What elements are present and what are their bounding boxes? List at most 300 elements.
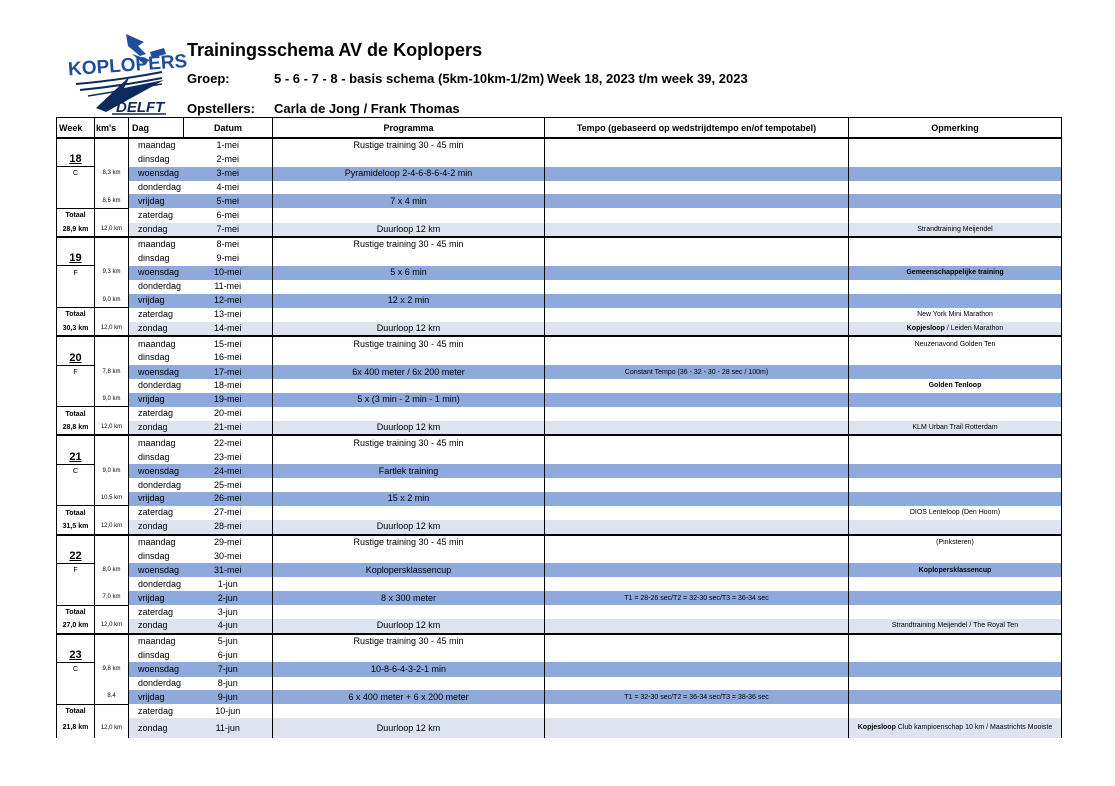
program-cell: Rustige training 30 - 45 min xyxy=(273,634,545,649)
tempo-cell xyxy=(545,421,849,436)
km-cell xyxy=(95,704,129,718)
tempo-cell xyxy=(545,351,849,365)
program-cell: 10-8-6-4-3-2-1 min xyxy=(273,662,545,676)
km-woensdag: 9,0 km xyxy=(95,464,129,478)
tempo-cell xyxy=(545,322,849,337)
km-cell xyxy=(95,677,129,691)
day-cell: woensdag xyxy=(129,464,184,478)
opmerking-cell xyxy=(849,280,1062,294)
program-cell xyxy=(273,208,545,222)
km-cell xyxy=(95,634,129,649)
date-cell: 2-jun xyxy=(184,591,273,605)
opstellers-value: Carla de Jong / Frank Thomas xyxy=(274,101,460,116)
date-cell: 2-mei xyxy=(184,153,273,167)
opmerking-cell: Strandtraining Meijendel / The Royal Ten xyxy=(849,619,1062,634)
km-zondag: 12,0 km xyxy=(95,619,129,634)
day-cell: woensdag xyxy=(129,266,184,280)
week-type: F xyxy=(57,266,95,280)
day-cell: zaterdag xyxy=(138,507,174,518)
program-cell xyxy=(273,280,545,294)
week-total-km: 27,0 km xyxy=(57,619,95,634)
table-row xyxy=(57,252,1062,266)
week-type: F xyxy=(57,365,95,379)
km-cell xyxy=(95,252,129,266)
day-cell: donderdag xyxy=(138,281,182,292)
km-woensdag: 9,8 km xyxy=(95,662,129,676)
tempo-cell xyxy=(545,549,849,563)
km-cell xyxy=(95,435,129,450)
table-row xyxy=(57,648,1062,662)
tempo-cell xyxy=(545,464,849,478)
week-cell xyxy=(57,677,95,691)
tempo-cell xyxy=(545,280,849,294)
opmerking-cell xyxy=(849,520,1062,535)
week-total-km: 31,5 km xyxy=(57,520,95,535)
opmerking-cell xyxy=(849,718,1062,738)
program-cell: Pyramideloop 2-4-6-8-6-4-2 min xyxy=(273,167,545,181)
opmerking-bold: Kopjesloop xyxy=(857,724,896,732)
day-cell: maandag xyxy=(129,237,184,252)
opstellers-label: Opstellers: xyxy=(187,101,255,116)
program-cell: Rustige training 30 - 45 min xyxy=(273,138,545,153)
day-cell: maandag xyxy=(129,634,184,649)
opmerking-cell xyxy=(849,648,1062,662)
program-cell: Rustige training 30 - 45 min xyxy=(273,535,545,550)
tempo-cell: Constant Tempo (36 - 32 - 30 - 28 sec / 100m) xyxy=(545,365,849,379)
day-cell: dinsdag xyxy=(138,352,170,363)
km-vrijdag: 7,0 km xyxy=(95,591,129,605)
date-cell: 21-mei xyxy=(184,421,273,436)
km-cell xyxy=(95,379,129,393)
opmerking-cell xyxy=(849,393,1062,407)
km-vrijdag: 10,5 km xyxy=(95,492,129,506)
date-cell: 6-jun xyxy=(184,648,273,662)
opmerking-cell xyxy=(849,138,1062,153)
km-cell xyxy=(95,506,129,520)
opmerking-cell xyxy=(849,407,1062,421)
tempo-cell xyxy=(545,167,849,181)
km-cell xyxy=(95,605,129,619)
km-cell xyxy=(95,280,129,294)
table-row xyxy=(57,379,1062,393)
table-row xyxy=(57,223,1062,238)
opmerking-cell xyxy=(849,492,1062,506)
date-cell: 8-jun xyxy=(184,677,273,691)
col-header-opmerking: Opmerking xyxy=(849,118,1062,139)
tempo-cell xyxy=(545,535,849,550)
table-row xyxy=(57,591,1062,605)
date-cell: 29-mei xyxy=(184,535,273,550)
date-cell: 22-mei xyxy=(184,435,273,450)
table-row xyxy=(57,535,1062,550)
program-cell: Rustige training 30 - 45 min xyxy=(273,435,545,450)
opmerking-cell xyxy=(849,450,1062,464)
date-cell: 18-mei xyxy=(184,379,273,393)
tempo-cell xyxy=(545,393,849,407)
tempo-cell xyxy=(545,138,849,153)
tempo-cell xyxy=(545,492,849,506)
opmerking-cell xyxy=(849,167,1062,181)
program-cell: 12 x 2 min xyxy=(273,294,545,308)
date-cell: 10-jun xyxy=(184,704,273,718)
table-row xyxy=(57,478,1062,492)
table-row xyxy=(57,138,1062,153)
week-cell xyxy=(57,535,95,550)
date-cell: 25-mei xyxy=(184,478,273,492)
week-cell xyxy=(57,379,95,393)
week-cell xyxy=(57,237,95,252)
tempo-cell xyxy=(545,677,849,691)
program-cell xyxy=(273,308,545,322)
opmerking-cell xyxy=(849,605,1062,619)
date-cell: 9-mei xyxy=(184,252,273,266)
km-zondag: 12,0 km xyxy=(95,520,129,535)
table-row xyxy=(57,549,1062,563)
km-cell xyxy=(95,138,129,153)
program-cell: 6 x 400 meter + 6 x 200 meter xyxy=(273,690,545,704)
program-cell xyxy=(273,549,545,563)
day-cell: zondag xyxy=(129,520,184,535)
tempo-cell xyxy=(545,294,849,308)
tempo-cell xyxy=(545,308,849,322)
week-total-km: 28,9 km xyxy=(57,223,95,238)
km-cell xyxy=(95,181,129,195)
col-header-dag: Dag xyxy=(129,118,184,139)
table-row xyxy=(57,450,1062,464)
opmerking-cell xyxy=(849,690,1062,704)
date-cell: 6-mei xyxy=(184,208,273,222)
date-cell: 14-mei xyxy=(184,322,273,337)
program-cell xyxy=(273,379,545,393)
km-vrijdag: 9,0 km xyxy=(95,393,129,407)
opmerking-cell xyxy=(849,478,1062,492)
km-vrijdag: 9,0 km xyxy=(95,294,129,308)
km-zondag: 12,0 km xyxy=(95,718,129,738)
day-cell: dinsdag xyxy=(138,451,170,462)
date-cell: 31-mei xyxy=(184,563,273,577)
table-row xyxy=(57,407,1062,421)
week-cell xyxy=(57,138,95,153)
opmerking-cell xyxy=(849,194,1062,208)
table-row xyxy=(57,619,1062,634)
date-cell: 13-mei xyxy=(184,308,273,322)
program-cell: 7 x 4 min xyxy=(273,194,545,208)
week-cell xyxy=(57,280,95,294)
km-cell xyxy=(95,153,129,167)
date-cell: 27-mei xyxy=(184,506,273,520)
day-cell: zondag xyxy=(129,619,184,634)
period-range: Week 18, 2023 t/m week 39, 2023 xyxy=(547,71,748,86)
table-row xyxy=(57,308,1062,322)
program-cell xyxy=(273,181,545,195)
km-vrijdag: 8,6 km xyxy=(95,194,129,208)
day-cell: zondag xyxy=(129,718,184,738)
opmerking-cell: Gemeenschappelijke training xyxy=(849,266,1062,280)
date-cell: 3-jun xyxy=(184,605,273,619)
date-cell: 26-mei xyxy=(184,492,273,506)
week-cell xyxy=(57,294,95,308)
program-cell: 5 x (3 min - 2 min - 1 min) xyxy=(273,393,545,407)
col-header-tempo: Tempo (gebaseerd op wedstrijdtempo en/of tempotabel) xyxy=(545,118,849,139)
km-cell xyxy=(95,549,129,563)
day-cell: zondag xyxy=(129,421,184,436)
week-cell xyxy=(57,194,95,208)
day-cell: maandag xyxy=(129,435,184,450)
program-cell xyxy=(273,506,545,520)
tempo-cell xyxy=(545,336,849,351)
table-row xyxy=(57,365,1062,379)
km-cell xyxy=(95,577,129,591)
program-cell: 5 x 6 min xyxy=(273,266,545,280)
day-cell: zaterdag xyxy=(138,408,174,419)
day-cell: dinsdag xyxy=(138,550,170,561)
date-cell: 4-mei xyxy=(184,181,273,195)
program-cell xyxy=(273,351,545,365)
date-cell: 3-mei xyxy=(184,167,273,181)
date-cell: 19-mei xyxy=(184,393,273,407)
program-cell: 8 x 300 meter xyxy=(273,591,545,605)
opmerking-cell xyxy=(849,294,1062,308)
program-cell xyxy=(273,252,545,266)
date-cell: 5-jun xyxy=(184,634,273,649)
koplopers-logo xyxy=(66,32,188,116)
program-cell xyxy=(273,478,545,492)
tempo-cell xyxy=(545,478,849,492)
opmerking-cell xyxy=(849,634,1062,649)
km-cell xyxy=(95,237,129,252)
table-row xyxy=(57,677,1062,691)
date-cell: 12-mei xyxy=(184,294,273,308)
program-cell xyxy=(273,577,545,591)
week-number: 22 xyxy=(57,549,95,563)
totaal-label: Totaal xyxy=(57,308,95,322)
table-row xyxy=(57,421,1062,436)
program-cell xyxy=(273,153,545,167)
date-cell: 15-mei xyxy=(184,336,273,351)
tempo-cell xyxy=(545,718,849,738)
day-cell: dinsdag xyxy=(138,253,170,264)
km-zondag: 12,0 km xyxy=(95,322,129,337)
day-cell: woensdag xyxy=(129,167,184,181)
program-cell: Duurloop 12 km xyxy=(273,520,545,535)
totaal-label: Totaal xyxy=(57,208,95,222)
program-cell xyxy=(273,407,545,421)
km-woensdag: 7,8 km xyxy=(95,365,129,379)
date-cell: 30-mei xyxy=(184,549,273,563)
table-row xyxy=(57,435,1062,450)
tempo-cell: T1 = 28-26 sec/T2 = 32-30 sec/T3 = 36-34 sec xyxy=(545,591,849,605)
totaal-label: Totaal xyxy=(57,704,95,718)
week-cell xyxy=(57,181,95,195)
week-total-km: 21,8 km xyxy=(57,718,95,738)
day-cell: maandag xyxy=(129,336,184,351)
page-title: Trainingsschema AV de Koplopers xyxy=(187,40,483,60)
opmerking-cell xyxy=(849,252,1062,266)
week-cell xyxy=(57,435,95,450)
opmerking-cell xyxy=(849,153,1062,167)
tempo-cell xyxy=(545,252,849,266)
program-cell xyxy=(273,704,545,718)
day-cell: zaterdag xyxy=(138,606,174,617)
km-vrijdag: 8.4 xyxy=(95,690,129,704)
groep-value: 5 - 6 - 7 - 8 - basis schema (5km-10km-1/2m) xyxy=(274,71,545,86)
logo-text-top: KOPLOPERS xyxy=(67,51,188,81)
week-cell xyxy=(57,634,95,649)
week-type: C xyxy=(57,167,95,181)
km-cell xyxy=(95,478,129,492)
schedule-table xyxy=(56,117,1062,738)
tempo-cell xyxy=(545,563,849,577)
day-cell: donderdag xyxy=(138,677,182,688)
col-header-programma: Programma xyxy=(273,118,545,139)
opmerking-cell xyxy=(849,591,1062,605)
table-row xyxy=(57,194,1062,208)
tempo-cell xyxy=(545,407,849,421)
table-row xyxy=(57,690,1062,704)
tempo-cell xyxy=(545,520,849,535)
program-cell: Rustige training 30 - 45 min xyxy=(273,336,545,351)
table-row xyxy=(57,294,1062,308)
day-cell: maandag xyxy=(129,138,184,153)
table-row xyxy=(57,563,1062,577)
km-cell xyxy=(95,308,129,322)
tempo-cell xyxy=(545,662,849,676)
opmerking-cell: New York Mini Marathon xyxy=(849,308,1062,322)
tempo-cell xyxy=(545,194,849,208)
km-cell xyxy=(95,535,129,550)
week-type: C xyxy=(57,464,95,478)
date-cell: 10-mei xyxy=(184,266,273,280)
day-cell: woensdag xyxy=(129,563,184,577)
km-woensdag: 9,3 km xyxy=(95,266,129,280)
week-number: 23 xyxy=(57,648,95,662)
table-row xyxy=(57,237,1062,252)
opmerking-cell xyxy=(849,704,1062,718)
program-cell: Duurloop 12 km xyxy=(273,718,545,738)
day-cell: zaterdag xyxy=(138,210,174,221)
day-cell: vrijdag xyxy=(129,194,184,208)
date-cell: 1-jun xyxy=(184,577,273,591)
week-number: 18 xyxy=(57,153,95,167)
totaal-label: Totaal xyxy=(57,506,95,520)
day-cell: donderdag xyxy=(138,578,182,589)
week-total-km: 28,8 km xyxy=(57,421,95,436)
week-number: 19 xyxy=(57,252,95,266)
program-cell: Fartlek training xyxy=(273,464,545,478)
tempo-cell xyxy=(545,181,849,195)
opmerking-cell xyxy=(849,677,1062,691)
date-cell: 7-mei xyxy=(184,223,273,238)
tempo-cell xyxy=(545,237,849,252)
program-cell xyxy=(273,605,545,619)
tempo-cell xyxy=(545,153,849,167)
km-cell xyxy=(95,407,129,421)
date-cell: 11-mei xyxy=(184,280,273,294)
table-row xyxy=(57,208,1062,222)
opmerking-cell xyxy=(849,662,1062,676)
day-cell: donderdag xyxy=(138,182,182,193)
opmerking-cell: Strandtraining Meijendel xyxy=(849,223,1062,238)
table-row xyxy=(57,492,1062,506)
totaal-label: Totaal xyxy=(57,407,95,421)
table-header-row xyxy=(57,118,1062,139)
table-row xyxy=(57,520,1062,535)
tempo-cell xyxy=(545,223,849,238)
week-number: 21 xyxy=(57,450,95,464)
opmerking-bold: Kopjesloop xyxy=(906,325,945,333)
tempo-cell xyxy=(545,619,849,634)
opmerking-cell xyxy=(849,365,1062,379)
day-cell: woensdag xyxy=(129,365,184,379)
day-cell: donderdag xyxy=(138,380,182,391)
week-cell xyxy=(57,492,95,506)
table-row xyxy=(57,280,1062,294)
opmerking-cell: Koplopersklassencup xyxy=(849,563,1062,577)
program-cell: 15 x 2 min xyxy=(273,492,545,506)
tempo-cell xyxy=(545,506,849,520)
table-row xyxy=(57,605,1062,619)
col-header-kms: km's xyxy=(95,118,129,139)
week-cell xyxy=(57,591,95,605)
km-woensdag: 8,3 km xyxy=(95,167,129,181)
tempo-cell xyxy=(545,634,849,649)
tempo-cell xyxy=(545,704,849,718)
table-row xyxy=(57,153,1062,167)
groep-label: Groep: xyxy=(187,71,230,86)
week-cell xyxy=(57,478,95,492)
table-row xyxy=(57,322,1062,337)
date-cell: 28-mei xyxy=(184,520,273,535)
opmerking-cell xyxy=(849,464,1062,478)
tempo-cell xyxy=(545,208,849,222)
tempo-cell xyxy=(545,605,849,619)
opmerking-cell xyxy=(849,351,1062,365)
totaal-label: Totaal xyxy=(57,605,95,619)
table-row xyxy=(57,393,1062,407)
tempo-cell xyxy=(545,450,849,464)
km-cell xyxy=(95,648,129,662)
table-row xyxy=(57,662,1062,676)
date-cell: 7-jun xyxy=(184,662,273,676)
week-cell xyxy=(57,336,95,351)
opmerking-cell: Neuzenavond Golden Ten xyxy=(849,336,1062,351)
table-row xyxy=(57,464,1062,478)
table-row xyxy=(57,506,1062,520)
date-cell: 9-jun xyxy=(184,690,273,704)
col-header-datum: Datum xyxy=(184,118,273,139)
date-cell: 5-mei xyxy=(184,194,273,208)
program-cell: 6x 400 meter / 6x 200 meter xyxy=(273,365,545,379)
program-cell: Rustige training 30 - 45 min xyxy=(273,237,545,252)
program-cell: Koplopersklassencup xyxy=(273,563,545,577)
schedule-body xyxy=(57,138,1062,738)
day-cell: maandag xyxy=(129,535,184,550)
km-cell xyxy=(95,336,129,351)
day-cell: vrijdag xyxy=(129,690,184,704)
day-cell: zaterdag xyxy=(138,309,174,320)
opmerking-cell: KLM Urban Trail Rotterdam xyxy=(849,421,1062,436)
opmerking-cell xyxy=(849,577,1062,591)
day-cell: vrijdag xyxy=(129,294,184,308)
opmerking-cell: Golden Tenloop xyxy=(849,379,1062,393)
table-row xyxy=(57,167,1062,181)
table-row xyxy=(57,181,1062,195)
logo-text-bottom: DELFT xyxy=(116,99,165,116)
opmerking-cell xyxy=(849,322,1062,337)
day-cell: vrijdag xyxy=(129,393,184,407)
day-cell: dinsdag xyxy=(138,154,170,165)
week-type: C xyxy=(57,662,95,676)
